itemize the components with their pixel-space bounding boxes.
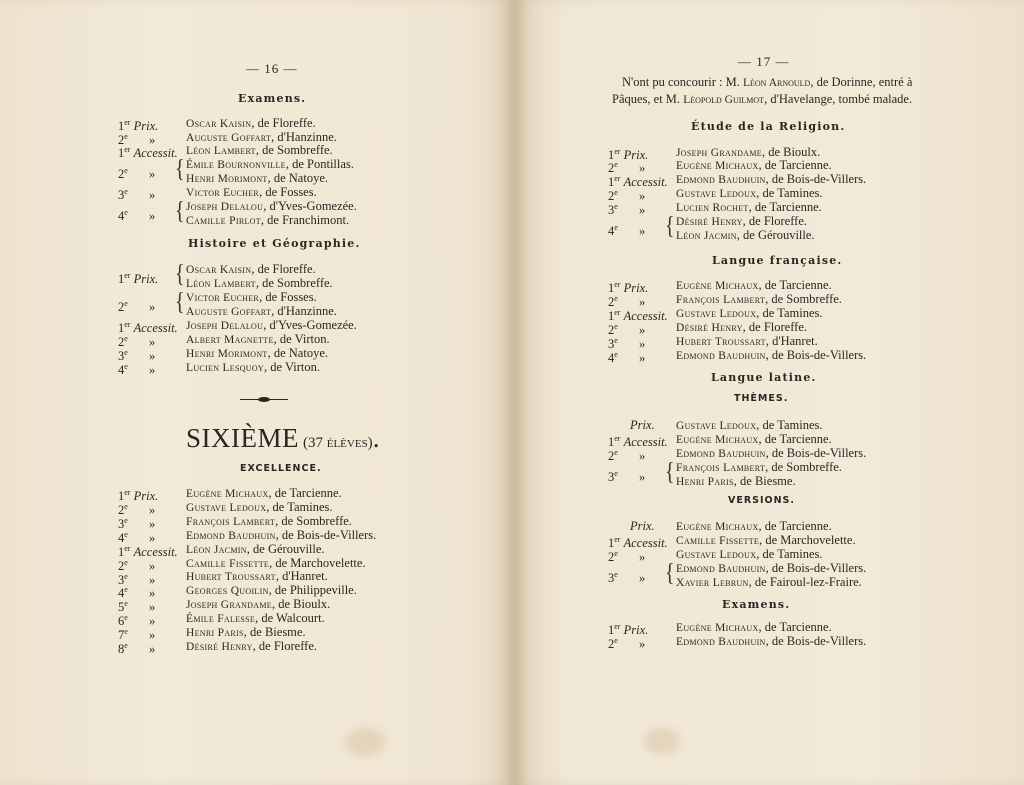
student-entry xyxy=(186,500,333,515)
prize-type: » xyxy=(638,295,646,310)
intro-name: Léon Arnould xyxy=(742,77,811,89)
student-hometown: , de Tarcienne. xyxy=(758,278,832,292)
student-hometown: , d'Hanret. xyxy=(765,334,818,348)
rank-ordinal: 1er xyxy=(118,118,131,134)
student-name: Léon Jacmin xyxy=(186,543,247,556)
student-name: Léon Lambert xyxy=(186,278,256,290)
rank-ordinal: 2e xyxy=(608,294,618,310)
section-heading: Examens. xyxy=(238,92,307,105)
student-hometown: , de Sombreffe. xyxy=(255,143,333,157)
student-hometown: , de Tamines. xyxy=(756,186,823,200)
grouping-brace: { xyxy=(175,260,185,288)
student-hometown: , de Bois-de-Villers. xyxy=(765,634,867,648)
prize-type: » xyxy=(148,209,156,224)
student-hometown: , de Tamines. xyxy=(756,547,823,561)
student-entry xyxy=(676,634,866,649)
section-heading: Examens. xyxy=(722,598,791,611)
rank-ordinal: 2e xyxy=(118,501,128,518)
student-hometown: , de Bois-de-Villers. xyxy=(765,446,867,460)
right-page xyxy=(516,0,1024,785)
student-hometown: , de Gérouville. xyxy=(246,541,325,556)
student-hometown: , de Pontillas. xyxy=(285,157,354,171)
student-entry xyxy=(676,561,866,576)
student-name: François Lambert xyxy=(676,294,766,306)
student-name: Joseph Delalou xyxy=(186,320,264,332)
student-hometown: , de Natoye. xyxy=(267,346,329,360)
rank-ordinal: 1er xyxy=(608,174,621,190)
intro-name: Léopold Guilmot xyxy=(683,94,765,106)
student-entry xyxy=(676,620,832,635)
rank-ordinal: 4e xyxy=(608,350,618,366)
student-name: Camille Pirlot xyxy=(186,215,261,227)
student-entry xyxy=(186,625,306,640)
student-hometown: , de Biesme. xyxy=(243,625,306,639)
prize-type: Prix. xyxy=(630,418,655,432)
student-hometown: , de Floreffe. xyxy=(742,214,807,228)
class-title-name: SIXIÈME xyxy=(186,423,299,453)
prize-type: Accessit. xyxy=(623,435,668,450)
prize-type: » xyxy=(638,550,646,565)
student-name: Désiré Henry xyxy=(676,322,743,334)
student-name: Gustave Ledoux xyxy=(186,501,267,514)
student-hometown: , de Bois-de-Villers. xyxy=(765,561,867,575)
grouping-brace: { xyxy=(175,155,185,183)
rank-ordinal: 4e xyxy=(118,362,128,378)
prize-type: » xyxy=(638,337,646,352)
student-entry xyxy=(676,575,862,590)
student-entry xyxy=(186,116,316,131)
student-hometown: , de Bois-de-Villers. xyxy=(275,527,377,542)
rank-ordinal: 3e xyxy=(608,469,618,485)
student-entry xyxy=(186,569,328,584)
student-hometown: , de Tamines. xyxy=(756,418,823,432)
student-entry xyxy=(186,639,317,654)
section-heading: Histoire et Géographie. xyxy=(188,237,361,250)
prize-type: » xyxy=(638,224,646,239)
student-entry xyxy=(186,597,330,612)
rank-ordinal: 7e xyxy=(118,627,128,643)
student-name: Albert Magnette xyxy=(186,334,274,346)
rank-label xyxy=(118,297,155,314)
rank-ordinal: 2e xyxy=(118,166,128,182)
prize-type: » xyxy=(638,189,646,204)
prize-type: » xyxy=(148,363,156,378)
student-hometown: , de Floreffe. xyxy=(742,320,807,334)
class-title-count: (37 élèves) xyxy=(303,435,373,451)
grouping-brace: { xyxy=(665,559,675,587)
student-entry xyxy=(186,290,317,305)
student-entry xyxy=(676,200,822,215)
student-hometown: , de Natoye. xyxy=(267,171,329,185)
rank-ordinal: 2e xyxy=(118,299,128,315)
prize-type: » xyxy=(638,449,646,464)
rank-label xyxy=(118,206,155,223)
student-hometown: , de Marchovelette. xyxy=(759,533,856,547)
student-entry xyxy=(186,213,349,228)
student-hometown: , de Gérouville. xyxy=(736,228,815,242)
student-name: Oscar Kaisin xyxy=(186,264,252,276)
prize-type: » xyxy=(148,530,156,545)
student-hometown: , de Sombreffe. xyxy=(765,460,842,474)
student-name: Edmond Baudhuin xyxy=(676,174,766,186)
prize-type: » xyxy=(148,349,156,364)
rank-ordinal: 2e xyxy=(118,132,128,148)
student-name: Henri Paris xyxy=(676,476,734,488)
prize-type: » xyxy=(148,503,156,518)
prize-type: Accessit. xyxy=(623,309,668,324)
prize-type: Prix. xyxy=(133,489,159,504)
student-entry xyxy=(676,158,832,173)
rank-ordinal: 3e xyxy=(118,571,128,587)
student-entry xyxy=(676,186,823,201)
student-name: Henri Morimont xyxy=(186,173,268,185)
rank-label xyxy=(608,634,645,651)
student-entry xyxy=(676,446,866,461)
grouping-brace: { xyxy=(175,288,185,316)
student-entry xyxy=(186,157,354,172)
rank-ordinal: 2e xyxy=(118,334,128,350)
prize-type: Prix. xyxy=(623,623,649,638)
rank-ordinal: 4e xyxy=(118,208,128,224)
student-hometown: , d'Hanret. xyxy=(275,569,328,584)
student-name: Gustave Ledoux xyxy=(676,188,757,200)
student-entry xyxy=(676,172,866,187)
student-name: Henri Paris xyxy=(186,627,244,639)
intro-line-1 xyxy=(622,74,912,91)
student-entry xyxy=(186,262,316,277)
rank-ordinal: 3e xyxy=(608,336,618,352)
student-hometown: , de Biesme. xyxy=(733,474,796,488)
rank-label xyxy=(608,467,645,484)
student-name: Joseph Delalou xyxy=(186,201,264,213)
student-name: Edmond Baudhuin xyxy=(676,563,766,575)
prize-type: » xyxy=(148,188,156,203)
grouping-brace: { xyxy=(665,212,675,240)
student-entry xyxy=(186,528,376,543)
prize-type: » xyxy=(638,161,646,176)
rank-label xyxy=(608,547,645,564)
student-name: Léon Lambert xyxy=(186,145,256,157)
class-title xyxy=(186,423,379,454)
student-entry xyxy=(186,199,357,214)
paper-stain xyxy=(345,728,385,756)
student-hometown: , de Fosses. xyxy=(259,185,317,199)
rank-ordinal: 3e xyxy=(608,570,618,586)
rank-ordinal: 1er xyxy=(118,271,131,287)
student-hometown: , de Bois-de-Villers. xyxy=(765,172,867,186)
student-name: Gustave Ledoux xyxy=(676,308,757,320)
student-name: Georges Quoilin xyxy=(186,585,269,598)
prize-type: » xyxy=(148,628,156,643)
prize-type: » xyxy=(148,586,156,601)
student-entry xyxy=(186,583,357,598)
student-name: Léon Jacmin xyxy=(676,230,737,242)
student-hometown: , de Walcourt. xyxy=(255,611,325,626)
student-hometown: , d'Hanzinne. xyxy=(271,304,337,318)
student-entry xyxy=(186,542,325,557)
student-name: Émile Bournonville xyxy=(186,159,286,171)
rank-label xyxy=(608,348,645,365)
rank-ordinal: 1er xyxy=(608,622,621,638)
student-entry xyxy=(186,185,317,200)
student-entry xyxy=(676,228,815,243)
rank-ordinal: 3e xyxy=(608,202,618,218)
student-name: Auguste Goffart xyxy=(186,132,272,144)
prize-type: » xyxy=(638,571,646,586)
student-hometown: , de Bois-de-Villers. xyxy=(765,348,867,362)
rank-ordinal: 4e xyxy=(118,529,128,545)
prize-type: » xyxy=(638,323,646,338)
student-name: Émile Falesse xyxy=(186,613,256,626)
prize-type: Accessit. xyxy=(623,536,668,551)
section-heading: EXCELLENCE. xyxy=(240,463,322,474)
rank-ordinal: 1er xyxy=(608,147,621,163)
rank-label xyxy=(118,269,158,286)
rank-ordinal: 4e xyxy=(608,223,618,239)
student-entry xyxy=(676,306,823,321)
subsection-heading: THÈMES. xyxy=(734,393,789,404)
student-entry xyxy=(186,171,328,186)
prize-type: » xyxy=(148,572,156,587)
rank-label xyxy=(118,639,155,656)
rank-ordinal: 4e xyxy=(118,585,128,601)
student-hometown: , d'Hanzinne. xyxy=(271,130,337,144)
prize-type: » xyxy=(148,133,156,148)
student-hometown: , de Virton. xyxy=(264,360,320,374)
grouping-brace: { xyxy=(665,458,675,486)
student-hometown: , de Sombreffe. xyxy=(765,292,842,306)
rank-label xyxy=(608,446,645,463)
student-hometown: , de Fairoul-lez-Fraire. xyxy=(748,575,862,589)
rank-ordinal: 1er xyxy=(118,543,131,559)
prize-type: Accessit. xyxy=(133,321,178,336)
student-hometown: , de Tarcienne. xyxy=(748,200,822,214)
student-entry xyxy=(186,143,333,158)
student-entry xyxy=(676,474,796,489)
rank-label xyxy=(118,360,155,377)
student-name: Gustave Ledoux xyxy=(676,549,757,561)
student-name: Camille Fissette xyxy=(186,557,270,570)
rank-ordinal: 1er xyxy=(118,320,131,336)
section-heading: Langue française. xyxy=(712,254,843,267)
intro-text: N'ont pu concourir : M. xyxy=(622,75,743,89)
prize-type: » xyxy=(148,300,156,315)
prize-type: » xyxy=(638,203,646,218)
student-hometown: , de Philippeville. xyxy=(268,583,357,598)
prize-type: Prix. xyxy=(133,119,159,134)
prize-type: Prix. xyxy=(623,148,649,163)
student-entry xyxy=(676,320,807,335)
class-title-end: . xyxy=(372,423,380,453)
student-entry xyxy=(186,346,328,361)
student-name: Joseph Grandame xyxy=(676,147,762,159)
rank-label xyxy=(608,221,645,238)
rank-ordinal: 2e xyxy=(608,160,618,176)
student-hometown: , de Tamines. xyxy=(756,306,823,320)
prize-type: Accessit. xyxy=(623,175,668,190)
prize-type: » xyxy=(148,642,156,657)
student-hometown: , de Tarcienne. xyxy=(758,158,832,172)
student-hometown: , de Floreffe. xyxy=(251,262,316,276)
rank-ordinal: 2e xyxy=(608,448,618,464)
rank-ordinal: 1er xyxy=(118,488,131,504)
subsection-heading: VERSIONS. xyxy=(728,495,796,506)
student-name: Eugène Michaux xyxy=(676,434,759,446)
rank-ordinal: 2e xyxy=(118,557,128,573)
student-name: Edmond Baudhuin xyxy=(186,529,276,542)
student-name: Désiré Henry xyxy=(186,640,253,653)
intro-text: Pâques, et M. xyxy=(612,92,684,106)
section-heading: Langue latine. xyxy=(711,371,817,384)
rank-ordinal: 1er xyxy=(118,145,131,161)
prize-type: » xyxy=(148,335,156,350)
student-name: Hubert Troussart xyxy=(676,336,766,348)
rank-label xyxy=(630,519,655,533)
rank-ordinal: 2e xyxy=(608,549,618,565)
rank-ordinal: 5e xyxy=(118,599,128,615)
prize-type: » xyxy=(148,516,156,531)
student-name: Hubert Troussart xyxy=(186,571,276,584)
student-name: François Lambert xyxy=(186,515,276,528)
student-hometown: , de Bioulx. xyxy=(761,145,821,159)
student-name: Edmond Baudhuin xyxy=(676,350,766,362)
student-name: Désiré Henry xyxy=(676,216,743,228)
prize-type: » xyxy=(638,637,646,652)
rank-label xyxy=(608,568,645,585)
student-name: Joseph Grandame xyxy=(186,599,272,612)
page-number: — 17 — xyxy=(738,54,790,69)
section-heading: Étude de la Religion. xyxy=(691,120,846,133)
student-name: Eugène Michaux xyxy=(676,160,759,172)
rank-ordinal: 1er xyxy=(608,280,621,296)
student-entry xyxy=(186,332,330,347)
student-entry xyxy=(676,348,866,363)
prize-type: » xyxy=(148,600,156,615)
student-hometown: , de Marchovelette. xyxy=(269,555,366,570)
student-name: Victor Eucher xyxy=(186,187,260,199)
student-name: Eugène Michaux xyxy=(676,280,759,292)
student-hometown: , de Tarcienne. xyxy=(758,519,832,533)
rank-label xyxy=(118,143,178,160)
student-entry xyxy=(186,318,357,333)
student-name: Gustave Ledoux xyxy=(676,420,757,432)
student-entry xyxy=(676,519,832,534)
student-name: Lucien Lesquoy xyxy=(186,362,265,374)
student-entry xyxy=(676,418,823,433)
rank-label xyxy=(630,418,655,432)
rank-ordinal: 2e xyxy=(608,188,618,204)
rank-ordinal: 3e xyxy=(118,515,128,531)
student-hometown: , de Sombreffe. xyxy=(275,513,352,528)
student-hometown: , de Tarcienne. xyxy=(268,486,342,500)
prize-type: » xyxy=(148,558,156,573)
student-entry xyxy=(676,334,818,349)
student-name: Edmond Baudhuin xyxy=(676,636,766,648)
rank-ordinal: 8e xyxy=(118,640,128,657)
grouping-brace: { xyxy=(175,197,185,225)
student-hometown: , d'Yves-Gomezée. xyxy=(263,199,357,213)
student-name: Eugène Michaux xyxy=(676,521,759,533)
student-entry xyxy=(676,432,832,447)
student-hometown: , de Franchimont. xyxy=(260,213,350,227)
rank-ordinal: 3e xyxy=(118,348,128,364)
intro-text: , de Dorinne, entré à xyxy=(810,75,913,89)
rank-label xyxy=(118,164,155,181)
student-name: Camille Fissette xyxy=(676,535,760,547)
student-hometown: , de Tamines. xyxy=(266,499,333,514)
student-hometown: , de Bioulx. xyxy=(271,597,331,612)
student-name: François Lambert xyxy=(676,462,766,474)
prize-type: » xyxy=(638,351,646,366)
prize-type: Prix. xyxy=(133,272,159,287)
prize-type: Prix. xyxy=(623,281,649,296)
student-name: Oscar Kaisin xyxy=(186,118,252,130)
student-entry xyxy=(676,278,832,293)
prize-type: » xyxy=(148,614,156,629)
student-name: Eugène Michaux xyxy=(676,622,759,634)
ornament-divider xyxy=(240,397,288,403)
student-entry xyxy=(186,304,337,319)
student-name: Henri Morimont xyxy=(186,348,268,360)
student-entry xyxy=(186,556,366,571)
student-name: Xavier Lebrun xyxy=(676,577,749,589)
student-name: Auguste Goffart xyxy=(186,306,272,318)
prize-type: Accessit. xyxy=(133,544,178,559)
prize-type: Accessit. xyxy=(133,146,178,161)
student-entry xyxy=(676,547,823,562)
prize-type: Prix. xyxy=(630,519,655,533)
rank-ordinal: 6e xyxy=(118,613,128,629)
student-hometown: , de Tarcienne. xyxy=(758,620,832,634)
intro-text: , d'Havelange, tombé malade. xyxy=(764,92,913,106)
rank-label xyxy=(118,185,155,202)
student-hometown: , de Fosses. xyxy=(259,290,317,304)
student-entry xyxy=(186,514,352,529)
student-entry xyxy=(186,611,325,626)
rank-ordinal: 1er xyxy=(608,308,621,324)
intro-line-2 xyxy=(612,91,912,108)
rank-ordinal: 3e xyxy=(118,187,128,203)
paper-stain xyxy=(644,728,680,754)
student-entry xyxy=(186,276,333,291)
student-hometown: , de Floreffe. xyxy=(251,116,316,130)
student-hometown: , de Tarcienne. xyxy=(758,432,832,446)
student-hometown: , d'Yves-Gomezée. xyxy=(263,318,357,332)
page-number: — 16 — xyxy=(246,61,298,76)
prize-type: » xyxy=(638,470,646,485)
student-name: Eugène Michaux xyxy=(186,488,269,500)
student-entry xyxy=(186,486,342,501)
student-entry xyxy=(676,533,856,548)
student-name: Lucien Rochet xyxy=(676,202,749,214)
student-name: Edmond Baudhuin xyxy=(676,448,766,460)
rank-ordinal: 1er xyxy=(608,535,621,551)
student-hometown: , de Sombreffe. xyxy=(255,276,333,290)
rank-ordinal: 2e xyxy=(608,322,618,338)
student-name: Victor Eucher xyxy=(186,292,260,304)
rank-ordinal: 1er xyxy=(608,434,621,450)
student-entry xyxy=(186,360,320,375)
student-entry xyxy=(676,460,842,475)
student-hometown: , de Virton. xyxy=(273,332,330,346)
prize-type: » xyxy=(148,167,156,182)
student-entry xyxy=(676,214,807,229)
student-entry xyxy=(676,292,842,307)
rank-label xyxy=(608,200,645,217)
student-hometown: , de Floreffe. xyxy=(252,638,317,653)
rank-ordinal: 2e xyxy=(608,636,618,652)
